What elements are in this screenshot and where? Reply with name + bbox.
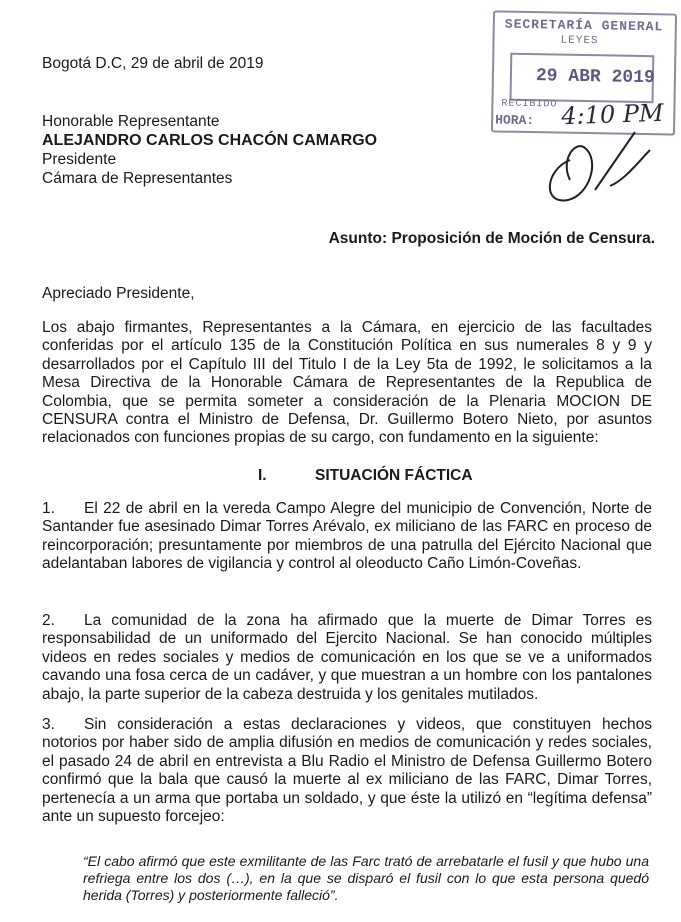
signature-graphic	[540, 120, 660, 210]
fact-item-text: Sin consideración a estas declaraciones y videos, que constituyen hechos notorios por haber sido de amplia difusión en medios de comunicación y redes sociales, el pasado 24 de abril en entrevista a Blu Radio el Ministro de Defensa Guillermo Botero confirmó que la bala que causó la muerte al ex miliciano de las FARC, Dimar Torres, pertenecía a un arma que portaba un soldado, y que éste la utilizó en “legítima defensa” ante un supuesto forcejeo:	[42, 716, 652, 826]
fact-item-number: 3.	[42, 716, 55, 733]
fact-item-number: 1.	[42, 500, 55, 517]
recipient-salutation: Honorable Representante	[42, 113, 220, 130]
reception-stamp	[491, 10, 677, 135]
block-quote: “El cabo afirmó que este exmilitante de las Farc trató de arrebatarle el fusil y que hubo una refriega entre los dos (…), en la que se disparó el fusil con lo que esta persona quedó herida (Torres) y posteriormente falleció”.	[83, 853, 649, 903]
recipient-institution: Cámara de Representantes	[42, 170, 233, 187]
section-number: I.	[258, 467, 267, 484]
fact-item-text: El 22 de abril en la vereda Campo Alegre del municipio de Convención, Norte de Santander fue asesinado Dimar Torres Arévalo, ex miliciano de las FARC en proceso de reincorporación; presuntamente por miembros de una patrulla del Ejército Nacional que adelantaban labores de vigilancia y control al oleoducto Caño Limón-Coveñas.	[42, 500, 652, 573]
stamp-office-sub: LEYES	[560, 34, 599, 48]
section-title: SITUACIÓN FÁCTICA	[315, 467, 473, 484]
place-date: Bogotá D.C, 29 de abril de 2019	[42, 55, 264, 72]
fact-item	[42, 612, 652, 704]
stamp-office: SECRETARÍA GENERAL	[504, 16, 664, 35]
fact-item-text: La comunidad de la zona ha afirmado que la muerte de Dimar Torres es responsabilidad de un uniformado del Ejercito Nacional. Se han conocido múltiples videos en redes sociales y medios de comunicación en los que se ve a uniformados cavando una fosa cerca de un cadáver, y que muestran a un hombre con los pantalones abajo, la parte superior de la cabeza destruida y los genitales mutilados.	[42, 612, 652, 703]
intro-paragraph: Los abajo firmantes, Representantes a la Cámara, en ejercicio de las facultades conferidas por el artículo 135 de la Constitución Política en sus numerales 8 y 9 y desarrollados por el Capítulo III del Titulo I de la Ley 5ta de 1992, le solicitamos a la Mesa Directiva de la Honorable Cámara de Representantes de la Republica de Colombia, que se permita someter a consideración de la Plenaria MOCION DE CENSURA contra el Ministro de Defensa, Dr. Guillermo Botero Nieto, por asuntos relacionados con funciones propias de su cargo, con fundamento en la siguiente:	[42, 319, 652, 447]
recipient-role: Presidente	[42, 151, 117, 168]
stamp-received-label: RECIBIDO	[501, 98, 558, 111]
stamp-time-label: HORA:	[495, 112, 535, 129]
stamp-date: 29 ABR 2019	[535, 66, 655, 89]
fact-item-number: 2.	[42, 612, 55, 629]
stamp-date-box	[510, 53, 655, 104]
fact-item	[42, 716, 652, 826]
recipient-name: ALEJANDRO CARLOS CHACÓN CAMARGO	[42, 132, 378, 149]
subject-line: Asunto: Proposición de Moción de Censura.	[328, 230, 655, 247]
fact-item	[42, 500, 652, 574]
stamp-handwritten-time: 4:10 PM	[560, 98, 664, 131]
greeting: Apreciado Presidente,	[42, 285, 195, 302]
